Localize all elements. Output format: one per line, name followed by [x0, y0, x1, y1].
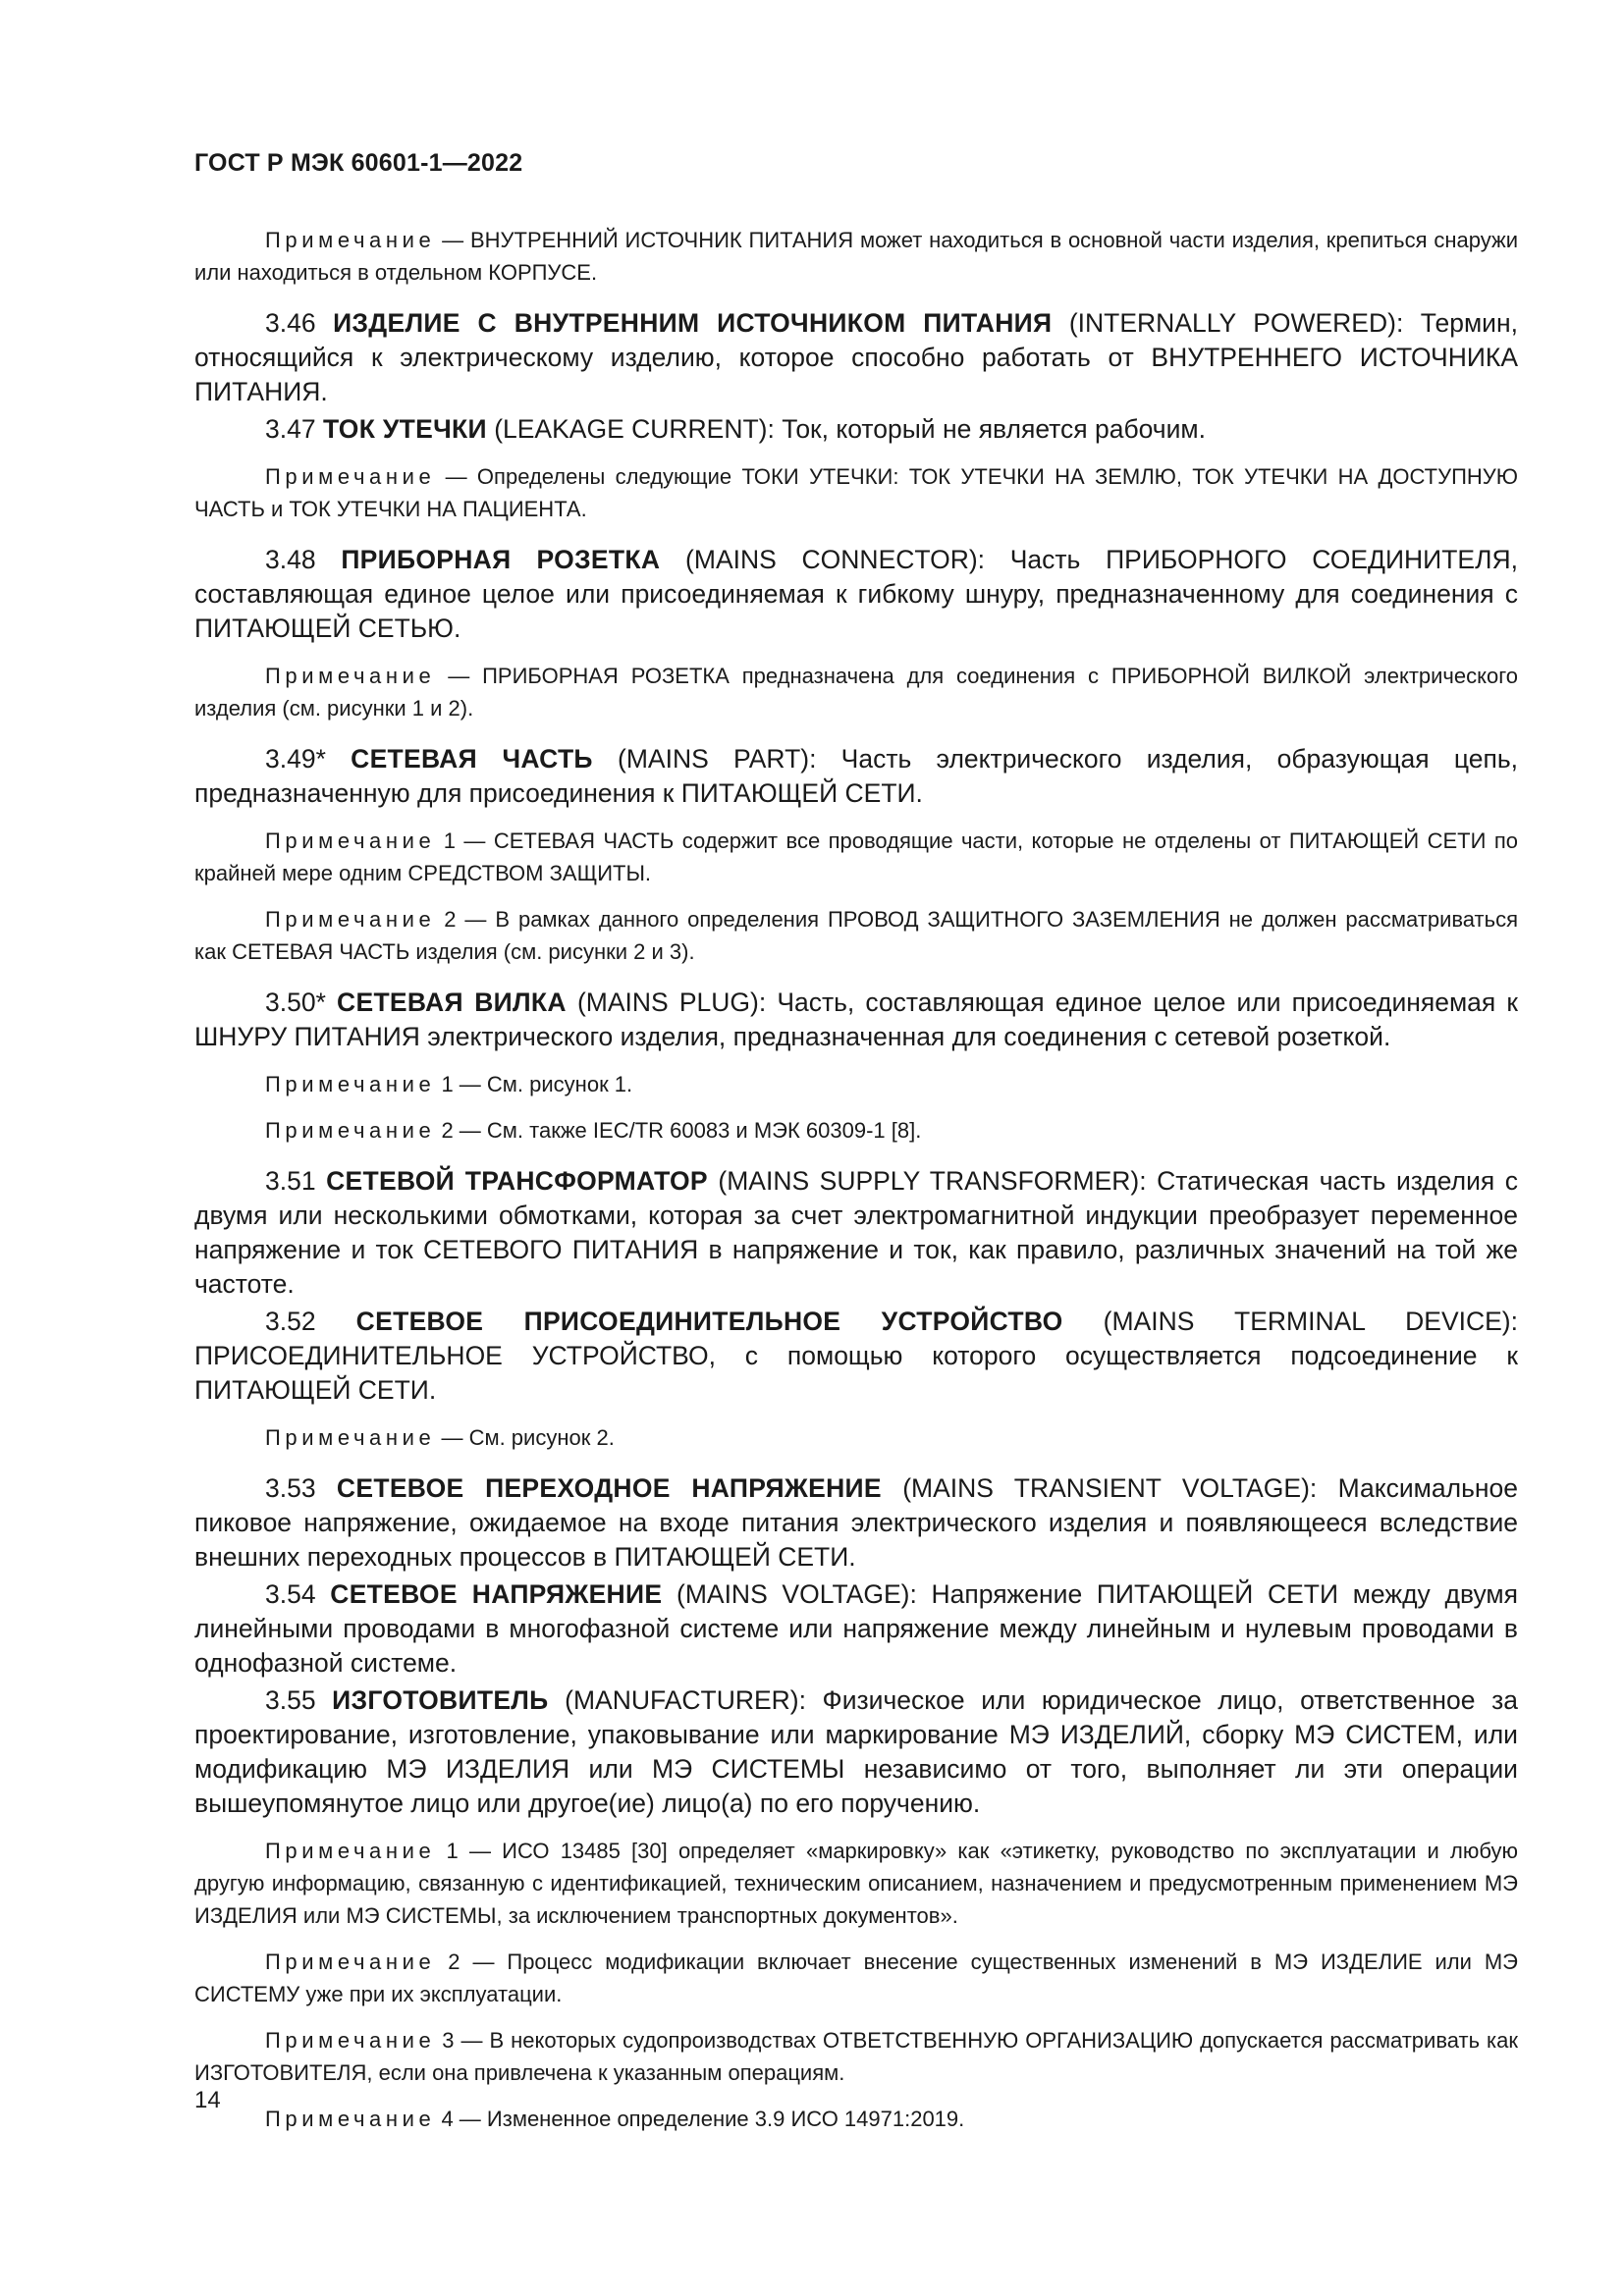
- note-manufacturer-4: [194, 2103, 1518, 2135]
- note-mains-part-2: [194, 903, 1518, 968]
- note-manufacturer-2: [194, 1946, 1518, 2010]
- page-number: 14: [194, 2087, 221, 2113]
- note-text: — Определены следующие ТОКИ УТЕЧКИ: ТОК УТЕЧКИ НА ЗЕМЛЮ, ТОК УТЕЧКИ НА ДОСТУПНУЮ ЧАСТЬ и ТОК УТЕЧКИ НА ПАЦИЕНТА.: [194, 464, 1518, 521]
- clause-number: 3.50*: [265, 988, 338, 1017]
- definition-3-53: [194, 1471, 1518, 1575]
- definition-text: (MAINS VOLTAGE): Напряжение ПИТАЮЩЕЙ СЕТИ между двумя линейными проводами в многофазной системе или напряжение между линейным и нулевым проводами в однофазной системе.: [194, 1579, 1518, 1678]
- clause-number: 3.55: [265, 1685, 333, 1715]
- defined-term: СЕТЕВОЕ ПРИСОЕДИНИТЕЛЬНОЕ УСТРОЙСТВО: [355, 1307, 1063, 1336]
- note-label: Примечание: [265, 1118, 436, 1143]
- defined-term: ТОК УТЕЧКИ: [322, 414, 487, 444]
- note-mains-plug-1: [194, 1068, 1518, 1100]
- note-label: Примечание: [265, 828, 436, 853]
- note-label: Примечание: [265, 2028, 436, 2053]
- definition-text: (MAINS SUPPLY TRANSFORMER): Статическая часть изделия с двумя или несколькими обмотками, которая за счет электромагнитной индукции преобразует переменное напряжение и ток СЕТЕВОГО ПИТАНИЯ в напряжение и ток, как правило, различных значений на той же частоте.: [194, 1166, 1518, 1299]
- definition-text: (MAINS TERMINAL DEVICE): ПРИСОЕДИНИТЕЛЬНОЕ УСТРОЙСТВО, с помощью которого осуществляется подсоединение к ПИТАЮЩЕЙ СЕТИ.: [194, 1307, 1518, 1405]
- note-mains-terminal-device: [194, 1421, 1518, 1454]
- note-text: 4 — Измененное определение 3.9 ИСО 14971:2019.: [435, 2107, 965, 2131]
- clause-number: 3.53: [265, 1473, 337, 1503]
- clause-number: 3.48: [265, 545, 342, 574]
- definition-text: (MAINS CONNECTOR): Часть ПРИБОРНОГО СОЕДИНИТЕЛЯ, составляющая единое целое или присоединяемая к гибкому шнуру, предназначенному для соединения с ПИТАЮЩЕЙ СЕТЬЮ.: [194, 545, 1518, 643]
- definition-3-46: [194, 306, 1518, 409]
- clause-number: 3.47: [265, 414, 323, 444]
- note-leakage-currents: [194, 460, 1518, 525]
- clause-number: 3.52: [265, 1307, 356, 1336]
- note-mains-connector: [194, 660, 1518, 724]
- defined-term: ИЗДЕЛИЕ С ВНУТРЕННИМ ИСТОЧНИКОМ ПИТАНИЯ: [333, 308, 1053, 338]
- note-text: — См. рисунок 2.: [435, 1425, 615, 1450]
- defined-term: СЕТЕВАЯ ЧАСТЬ: [351, 744, 593, 774]
- definition-3-52: [194, 1305, 1518, 1408]
- note-text: — ВНУТРЕННИЙ ИСТОЧНИК ПИТАНИЯ может находиться в основной части изделия, крепиться снаружи или находиться в отдельном КОРПУСЕ.: [194, 228, 1518, 285]
- note-mains-part-1: [194, 825, 1518, 889]
- clause-number: 3.51: [265, 1166, 327, 1196]
- note-mains-plug-2: [194, 1114, 1518, 1147]
- note-label: Примечание: [265, 1839, 436, 1863]
- definition-text: (LEAKAGE CURRENT): Ток, который не является рабочим.: [486, 414, 1206, 444]
- clause-number: 3.54: [265, 1579, 331, 1609]
- note-text: — ПРИБОРНАЯ РОЗЕТКА предназначена для соединения с ПРИБОРНОЙ ВИЛКОЙ электрического изделия (см. рисунки 1 и 2).: [194, 664, 1518, 721]
- note-label: Примечание: [265, 664, 436, 688]
- defined-term: СЕТЕВАЯ ВИЛКА: [337, 988, 567, 1017]
- note-label: Примечание: [265, 1949, 436, 1974]
- defined-term: ПРИБОРНАЯ РОЗЕТКА: [341, 545, 661, 574]
- note-manufacturer-1: [194, 1835, 1518, 1932]
- definition-3-54: [194, 1577, 1518, 1681]
- definition-3-48: [194, 543, 1518, 646]
- note-text: 2 — Процесс модификации включает внесение существенных изменений в МЭ ИЗДЕЛИЕ или МЭ СИСТЕМУ уже при их эксплуатации.: [194, 1949, 1518, 2006]
- note-text: 1 — ИСО 13485 [30] определяет «маркировку» как «этикетку, руководство по эксплуатации и любую другую информацию, связанную с идентификацией, техническим описанием, назначением и предусмотренным применением МЭ ИЗДЕЛИЯ или МЭ СИСТЕМЫ, за исключением транспортных документов».: [194, 1839, 1518, 1928]
- note-text: 2 — См. также IEC/TR 60083 и МЭК 60309-1 [8].: [435, 1118, 922, 1143]
- note-label: Примечание: [265, 2107, 436, 2131]
- definition-3-51: [194, 1164, 1518, 1302]
- defined-term: СЕТЕВОЕ ПЕРЕХОДНОЕ НАПРЯЖЕНИЕ: [336, 1473, 882, 1503]
- document-body: [194, 224, 1518, 2135]
- document-code-header: ГОСТ Р МЭК 60601-1—2022: [194, 149, 523, 177]
- note-text: 2 — В рамках данного определения ПРОВОД ЗАЩИТНОГО ЗАЗЕМЛЕНИЯ не должен рассматриваться как СЕТЕВАЯ ЧАСТЬ изделия (см. рисунки 2 и 3).: [194, 907, 1518, 964]
- note-text: 1 — СЕТЕВАЯ ЧАСТЬ содержит все проводящие части, которые не отделены от ПИТАЮЩЕЙ СЕТИ по крайней мере одним СРЕДСТВОМ ЗАЩИТЫ.: [194, 828, 1518, 885]
- clause-number: 3.49*: [265, 744, 352, 774]
- note-text: 1 — См. рисунок 1.: [435, 1072, 633, 1096]
- definition-text: (MAINS TRANSIENT VOLTAGE): Максимальное пиковое напряжение, ожидаемое на входе питания электрического изделия и появляющееся вследствие внешних переходных процессов в ПИТАЮЩЕЙ СЕТИ.: [194, 1473, 1518, 1572]
- definition-3-47: [194, 412, 1518, 447]
- note-label: Примечание: [265, 464, 436, 489]
- definition-3-49: [194, 742, 1518, 811]
- note-manufacturer-3: [194, 2024, 1518, 2089]
- defined-term: СЕТЕВОЙ ТРАНСФОРМАТОР: [326, 1166, 708, 1196]
- clause-number: 3.46: [265, 308, 334, 338]
- defined-term: ИЗГОТОВИТЕЛЬ: [332, 1685, 549, 1715]
- note-text: 3 — В некоторых судопроизводствах ОТВЕТСТВЕННУЮ ОРГАНИЗАЦИЮ допускается рассматривать как ИЗГОТОВИТЕЛЯ, если она привлечена к указанным операциям.: [194, 2028, 1518, 2085]
- note-internal-power-source: [194, 224, 1518, 289]
- defined-term: СЕТЕВОЕ НАПРЯЖЕНИЕ: [330, 1579, 663, 1609]
- definition-text: (MAINS PART): Часть электрического изделия, образующая цепь, предназначенную для присоединения к ПИТАЮЩЕЙ СЕТИ.: [194, 744, 1518, 808]
- definition-3-55: [194, 1683, 1518, 1821]
- note-label: Примечание: [265, 907, 436, 932]
- definition-text: (MAINS PLUG): Часть, составляющая единое целое или присоединяемая к ШНУРУ ПИТАНИЯ электрического изделия, предназначенная для соединения с сетевой розеткой.: [194, 988, 1518, 1051]
- definition-text: (MANUFACTURER): Физическое или юридическое лицо, ответственное за проектирование, изготовление, упаковывание или маркирование МЭ ИЗДЕЛИЙ, сборку МЭ СИСТЕМ, или модификацию МЭ ИЗДЕЛИЯ или МЭ СИСТЕМЫ независимо от того, выполняет ли эти операции вышеупомянутое лицо или другое(ие) лицо(а) по его поручению.: [194, 1685, 1518, 1818]
- note-label: Примечание: [265, 1072, 436, 1096]
- definition-text: (INTERNALLY POWERED): Термин, относящийся к электрическому изделию, которое способно работать от ВНУТРЕННЕГО ИСТОЧНИКА ПИТАНИЯ.: [194, 308, 1518, 406]
- note-label: Примечание: [265, 1425, 436, 1450]
- definition-3-50: [194, 986, 1518, 1054]
- note-label: Примечание: [265, 228, 436, 252]
